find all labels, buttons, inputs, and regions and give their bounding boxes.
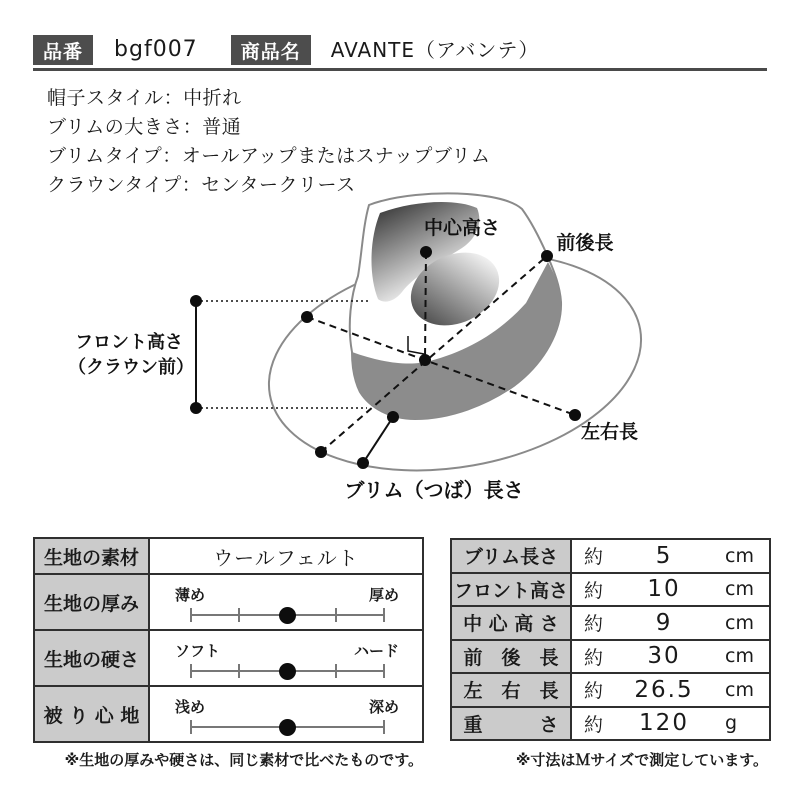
spec-crown-type: クラウンタイプ：センタークリース	[47, 174, 356, 196]
size-value: 26.5	[634, 676, 694, 703]
slider-right-label: ハード	[353, 642, 399, 660]
approx-mark: 約	[584, 680, 604, 703]
table-row	[452, 706, 769, 740]
label-front-height-1: フロント高さ	[75, 332, 183, 353]
slider-tick	[238, 664, 240, 678]
size-value: 5	[655, 542, 673, 569]
fabric-footnote: ※生地の厚みや硬さは、同じ素材で比べたものです。	[64, 751, 423, 769]
point-right-brim	[569, 409, 581, 421]
point-crown-center	[419, 354, 431, 366]
size-unit: cm	[725, 678, 754, 701]
table-row	[452, 540, 769, 572]
point-front-height-bottom	[190, 402, 202, 414]
slider-tick	[190, 664, 192, 678]
slider-tick	[335, 664, 337, 678]
point-front-back-rear	[541, 250, 553, 262]
size-table	[450, 538, 771, 741]
approx-mark: 約	[584, 546, 604, 569]
slider-left-label: ソフト	[175, 642, 221, 660]
approx-mark: 約	[584, 646, 604, 669]
slider-dot	[279, 663, 296, 680]
table-row	[452, 605, 769, 639]
table-row	[35, 629, 422, 685]
point-brim-outer	[357, 457, 369, 469]
slider-track	[190, 614, 385, 616]
point-front-height-top	[190, 295, 202, 307]
size-row-label: ブリム長さ	[452, 540, 572, 572]
size-value: 10	[647, 576, 681, 603]
slider-left-label: 薄め	[175, 586, 206, 604]
part-number-value: bgf007	[114, 37, 198, 62]
size-unit: cm	[725, 578, 754, 601]
point-front-brim	[315, 446, 327, 458]
size-row-label: 前 後 長	[452, 641, 572, 673]
size-value: 9	[655, 609, 673, 636]
table-row	[452, 572, 769, 606]
table-row	[35, 539, 422, 573]
slider-dot	[279, 607, 296, 624]
thickness-label: 生地の厚み	[35, 575, 150, 629]
product-name-value: AVANTE（アバンテ）	[330, 38, 540, 62]
size-unit: g	[725, 712, 738, 735]
label-front-back-length: 前後長	[556, 232, 614, 254]
slider-track	[190, 726, 385, 728]
thickness-slider	[150, 575, 422, 629]
label-left-right-length: 左右長	[581, 421, 639, 443]
table-row	[35, 685, 422, 741]
hardness-label: 生地の硬さ	[35, 631, 150, 685]
slider-tick	[190, 720, 192, 734]
size-unit: cm	[725, 645, 754, 668]
slider-tick	[335, 608, 337, 622]
slider-tick	[238, 608, 240, 622]
spec-hat-style: 帽子スタイル：中折れ	[47, 87, 242, 109]
label-center-height: 中心高さ	[423, 217, 501, 239]
size-unit: cm	[725, 544, 754, 567]
part-number-badge: 品番	[33, 35, 93, 65]
slider-right-label: 深め	[368, 698, 399, 716]
point-center-height-top	[420, 246, 432, 258]
size-unit: cm	[725, 611, 754, 634]
point-left-brim	[301, 311, 313, 323]
slider-tick	[383, 720, 385, 734]
point-brim-inner	[387, 411, 399, 423]
table-row	[452, 639, 769, 673]
size-row-label: 重 さ	[452, 708, 572, 740]
spec-brim-size: ブリムの大きさ：普通	[47, 116, 242, 138]
approx-mark: 約	[584, 713, 604, 736]
header	[33, 35, 767, 71]
fit-label: 被 り 心 地	[35, 687, 150, 741]
size-row-label: 中 心 高 さ	[452, 607, 572, 639]
label-front-height-2: （クラウン前）	[68, 357, 194, 378]
size-value: 30	[647, 643, 681, 670]
size-row-label: フロント高さ	[452, 574, 572, 606]
slider-right-label: 厚め	[368, 586, 399, 604]
material-value: ウールフェルト	[213, 545, 359, 570]
size-value: 120	[639, 710, 689, 737]
slider-left-label: 浅め	[175, 698, 206, 716]
hat-measurement-diagram	[0, 190, 800, 510]
size-footnote: ※寸法はＭサイズで測定しています。	[515, 751, 768, 769]
label-brim-length: ブリム（つば）長さ	[344, 478, 524, 502]
slider-tick	[383, 664, 385, 678]
approx-mark: 約	[584, 579, 604, 602]
material-label: 生地の素材	[35, 539, 150, 573]
table-row	[452, 672, 769, 706]
spec-brim-type: ブリムタイプ：オールアップまたはスナップブリム	[47, 145, 491, 167]
slider-tick	[190, 608, 192, 622]
fit-slider	[150, 687, 422, 741]
spec-list	[47, 84, 491, 200]
slider-tick	[383, 608, 385, 622]
slider-dot	[279, 719, 296, 736]
fabric-table	[33, 537, 424, 743]
size-row-label: 左 右 長	[452, 674, 572, 706]
product-name-badge: 商品名	[231, 35, 311, 65]
approx-mark: 約	[584, 613, 604, 636]
table-row	[35, 573, 422, 629]
hardness-slider	[150, 631, 422, 685]
slider-track	[190, 670, 385, 672]
